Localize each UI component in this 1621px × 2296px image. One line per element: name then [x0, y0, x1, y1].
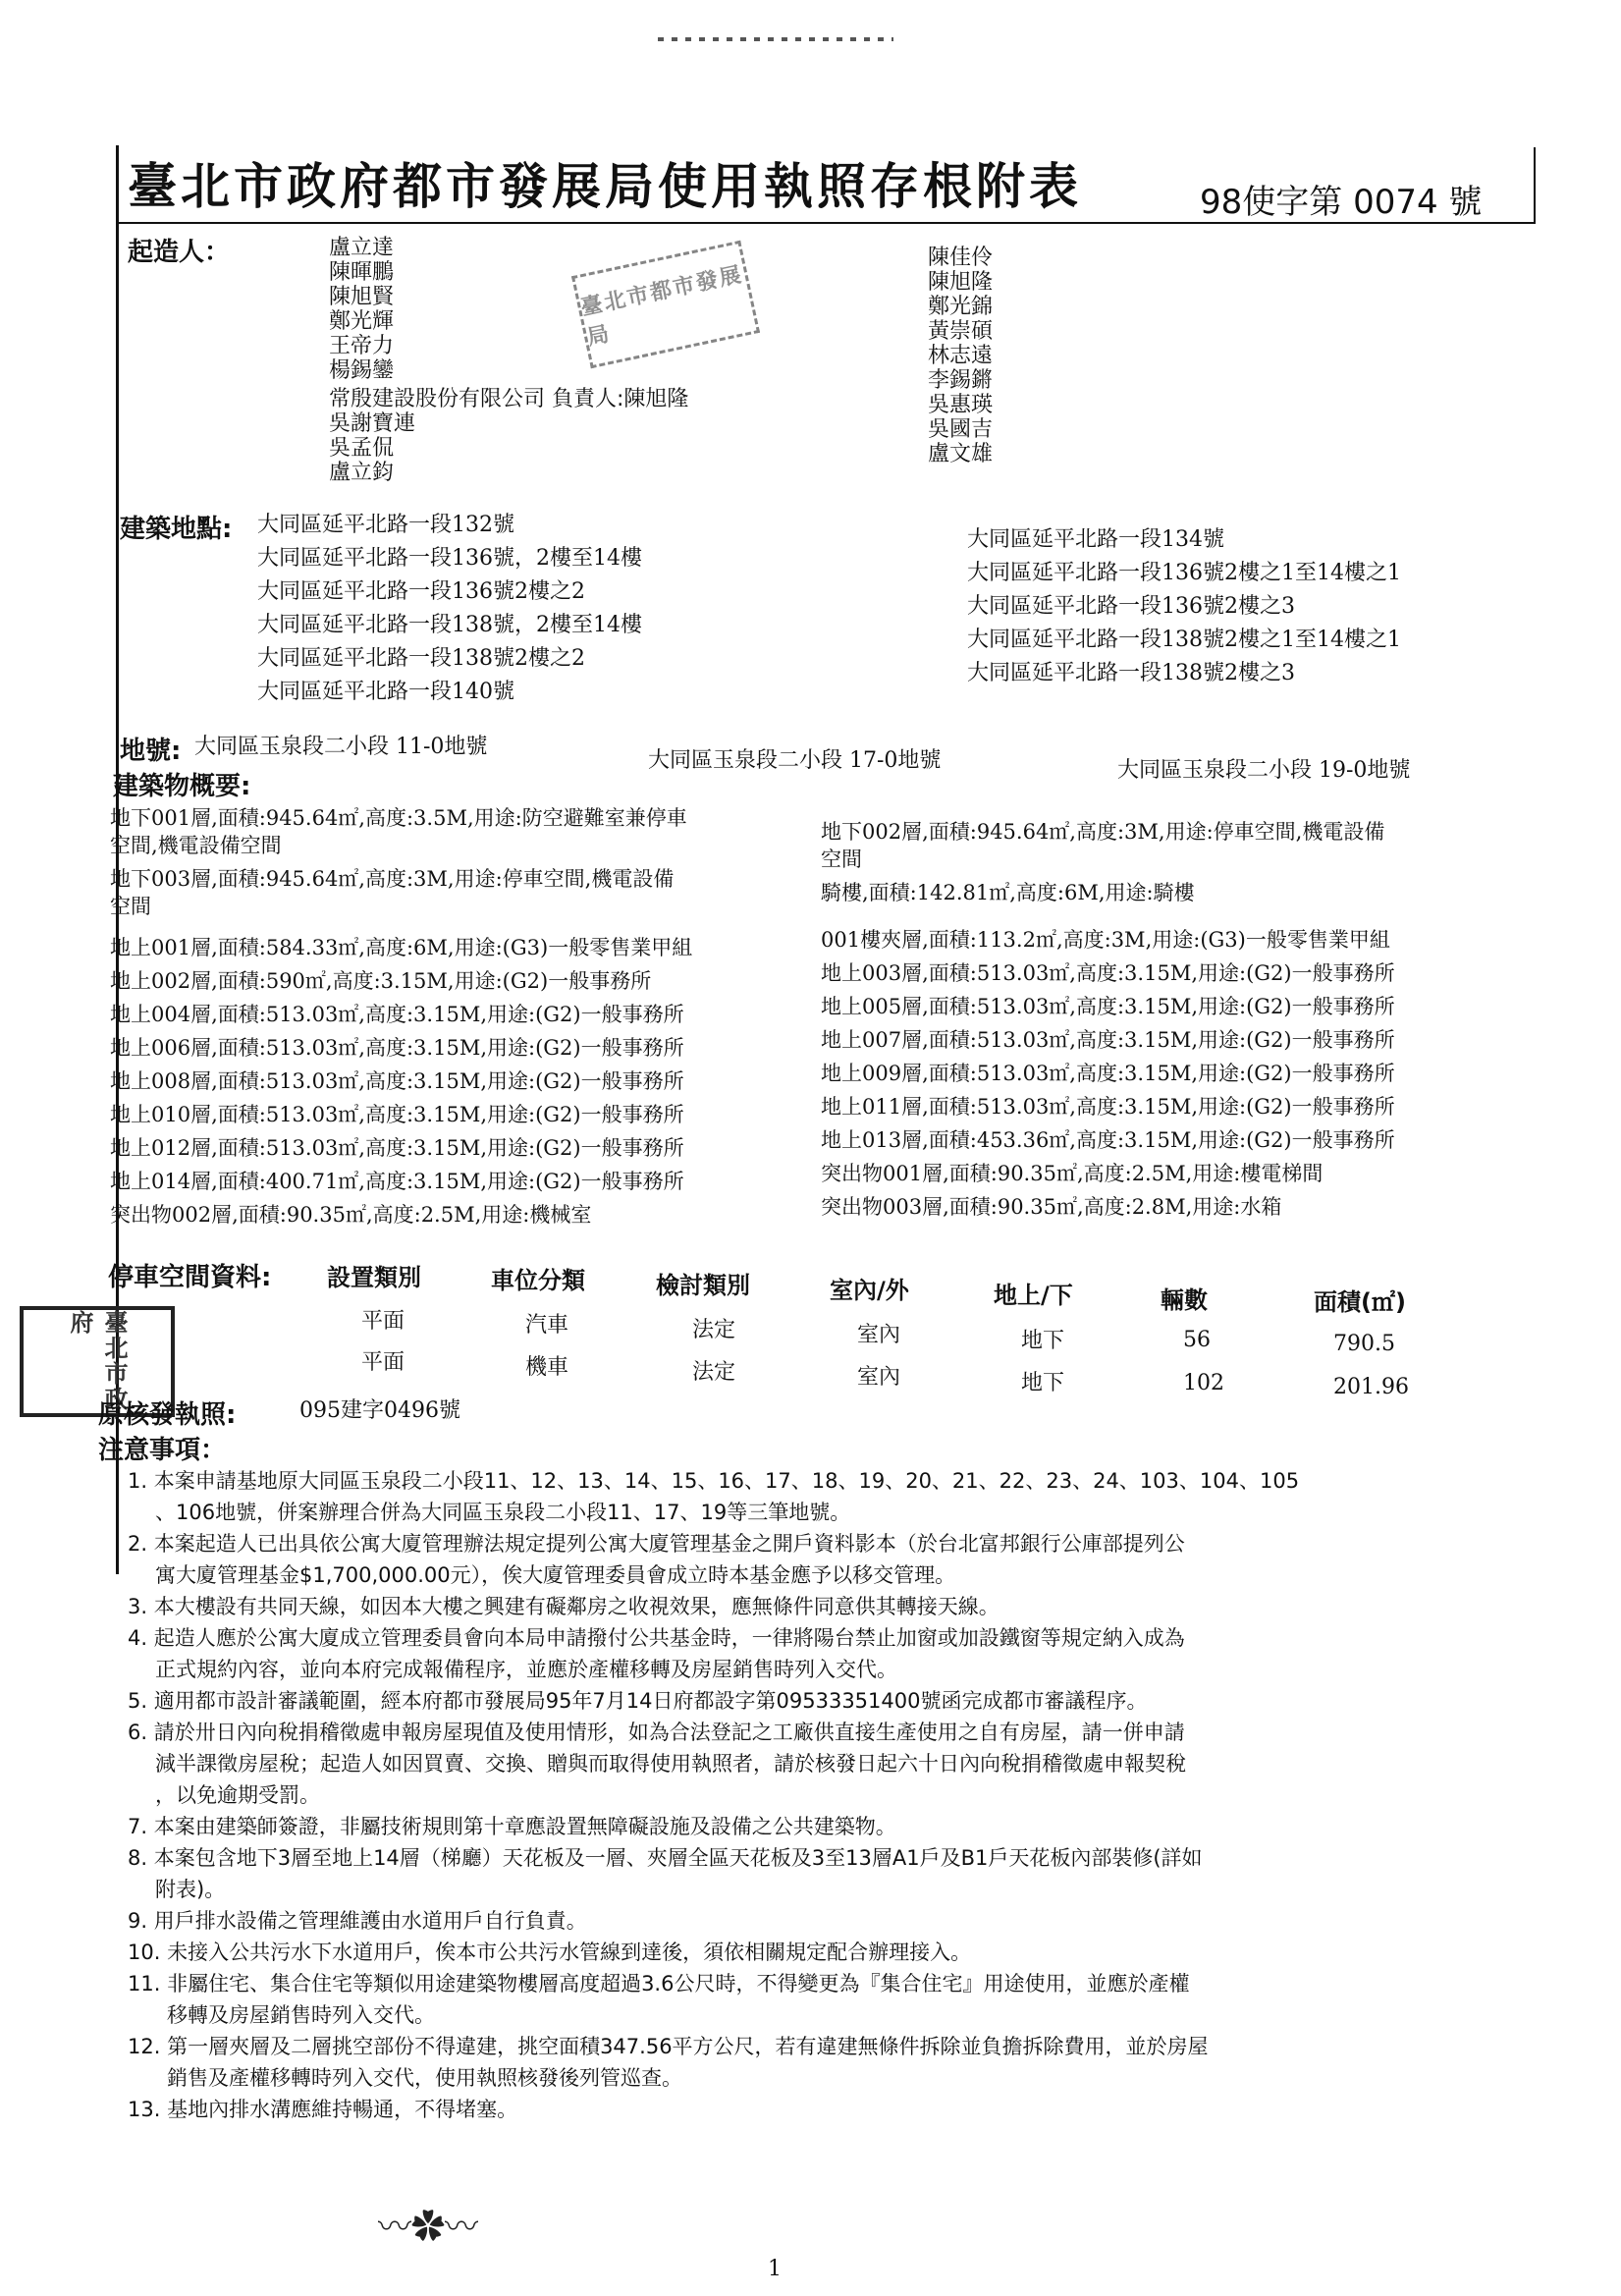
builder-name: 鄭光錦 [928, 295, 994, 319]
note-line: 8. 本案包含地下3層至地上14層（梯廳）天花板及一層、夾層全區天花板及3至13層A1戶及B1戶天花板內部裝修(詳如 [128, 1846, 1203, 1870]
notes-label: 注意事項： [98, 1436, 227, 1465]
parking-label: 停車空間資料: [108, 1263, 272, 1292]
builder-name: 盧文雄 [928, 442, 994, 466]
parking-header: 輛數 [1161, 1286, 1208, 1314]
site-address: 大同區延平北路一段134號 [967, 527, 1224, 552]
site-address: 大同區延平北路一段138號，2樓至14樓 [257, 613, 642, 637]
floor-entry: 地上004層,面積:513.03㎡,高度:3.15M,用途:(G2)一般事務所 [110, 1003, 684, 1026]
parking-cell: 平面 [361, 1309, 405, 1334]
site-right-list [967, 523, 1401, 690]
parking-header: 車位分類 [491, 1267, 585, 1294]
note-line: 13. 基地內排水溝應維持暢通，不得堵塞。 [128, 2098, 518, 2121]
right-margin-rule [1534, 147, 1536, 224]
note-line: 11. 非屬住宅、集合住宅等類似用途建築物樓層高度超過3.6公尺時，不得變更為『集合住宅』用途使用，並應於產權 [128, 1972, 1190, 1995]
lot-label: 地號: [120, 737, 182, 766]
notes-list [128, 1465, 1299, 2125]
builder-name: 陳暉鵬 [329, 260, 395, 285]
floor-entry: 001樓夾層,面積:113.2㎡,高度:3M,用途:(G3)一般零售業甲組 [821, 928, 1390, 952]
note-line: 5. 適用都市設計審議範圍，經本府都市發展局95年7月14日府都設字第09533351400號函完成都市審議程序。 [128, 1689, 1148, 1713]
lot-number: 大同區玉泉段二小段 19-0地號 [1117, 758, 1411, 783]
original-permit-number: 095建字0496號 [299, 1398, 460, 1423]
ornament-icon: 〰✿〰 [378, 2208, 478, 2247]
builder-name: 王帝力 [329, 334, 395, 358]
builder-name: 陳旭賢 [329, 285, 395, 309]
floor-entry: 地上001層,面積:584.33㎡,高度:6M,用途:(G3)一般零售業甲組 [110, 936, 693, 959]
builder-name: 盧立鈞 [329, 461, 395, 485]
floor-entry: 地上002層,面積:590㎡,高度:3.15M,用途:(G2)一般事務所 [110, 969, 652, 993]
building-label: 建築物概要: [113, 772, 251, 801]
parking-cell: 102 [1183, 1371, 1224, 1395]
floor-entry: 地下002層,面積:945.64㎡,高度:3M,用途:停車空間,機電設備 [821, 820, 1385, 844]
scan-noise [658, 37, 893, 41]
building-left-list [110, 801, 692, 1231]
floor-entry: 空間,機電設備空間 [110, 834, 282, 857]
site-address: 大同區延平北路一段138號2樓之2 [257, 646, 585, 671]
floor-entry: 地上005層,面積:513.03㎡,高度:3.15M,用途:(G2)一般事務所 [821, 995, 1395, 1018]
site-address: 大同區延平北路一段136號，2樓至14樓 [257, 546, 642, 571]
page-number: 1 [768, 2257, 782, 2281]
page-title: 臺北市政府都市發展局使用執照存根附表 [128, 158, 1082, 215]
parking-header: 檢討類別 [656, 1272, 750, 1299]
builder-name: 黃崇碩 [928, 319, 994, 344]
site-address: 大同區延平北路一段138號2樓之1至14樓之1 [967, 628, 1401, 652]
building-right-list [821, 815, 1395, 1224]
site-address: 大同區延平北路一段140號 [257, 680, 514, 704]
parking-header: 設置類別 [327, 1264, 421, 1291]
floor-entry: 地上007層,面積:513.03㎡,高度:3.15M,用途:(G2)一般事務所 [821, 1028, 1395, 1052]
note-line: 10. 未接入公共污水下水道用戶，俟本市公共污水管線到達後，須依相關規定配合辦理接入。 [128, 1941, 972, 1964]
builder-name: 吳孟侃 [329, 436, 395, 461]
builder-name: 林志遠 [928, 344, 994, 368]
parking-cell: 法定 [692, 1318, 736, 1342]
note-line: 4. 起造人應於公寓大廈成立管理委員會向本局申請撥付公共基金時，一律將陽台禁止加窗或加設鐵窗等規定納入成為 [128, 1626, 1185, 1650]
note-line: 9. 用戶排水設備之管理維護由水道用戶自行負責。 [128, 1909, 587, 1933]
note-line: 移轉及房屋銷售時列入交代。 [167, 2003, 435, 2027]
note-line: 減半課徵房屋稅；起造人如因買賣、交換、贈與而取得使用執照者，請於核發日起六十日內向稅捐稽徵處申報契稅 [155, 1752, 1186, 1776]
parking-cell: 機車 [525, 1355, 569, 1380]
note-line: 寓大廈管理基金$1,700,000.00元），俟大廈管理委員會成立時本基金應予以移交管理。 [155, 1563, 956, 1587]
parking-cell: 56 [1183, 1328, 1211, 1352]
site-left-list [257, 542, 642, 709]
parking-cell: 790.5 [1333, 1332, 1395, 1356]
parking-cell: 汽車 [525, 1313, 569, 1338]
note-line: ，以免逾期受罰。 [155, 1783, 320, 1807]
floor-entry: 地上009層,面積:513.03㎡,高度:3.15M,用途:(G2)一般事務所 [821, 1062, 1395, 1085]
floor-entry: 地上008層,面積:513.03㎡,高度:3.15M,用途:(G2)一般事務所 [110, 1069, 684, 1093]
parking-header: 面積(㎡) [1314, 1288, 1406, 1316]
parking-cell: 地下 [1021, 1371, 1065, 1395]
seal-text: 臺北市政府 [66, 1310, 128, 1412]
builder-name: 常殷建設股份有限公司 負責人:陳旭隆 [329, 387, 689, 411]
builder-name: 陳佳伶 [928, 246, 994, 270]
builders-label: 起造人： [128, 238, 231, 267]
note-line: 銷售及產權移轉時列入交代，使用執照核發後列管巡查。 [167, 2066, 682, 2090]
parking-cell: 地下 [1021, 1329, 1065, 1353]
note-line: 12. 第一層夾層及二層挑空部份不得違建，挑空面積347.56平方公尺，若有違建無條件拆除並負擔拆除費用，並於房屋 [128, 2035, 1209, 2058]
floor-entry: 突出物002層,面積:90.35㎡,高度:2.5M,用途:機械室 [110, 1203, 592, 1227]
floor-entry: 突出物003層,面積:90.35㎡,高度:2.8M,用途:水箱 [821, 1195, 1282, 1219]
parking-cell: 201.96 [1333, 1375, 1409, 1399]
site-address: 大同區延平北路一段132號 [257, 513, 514, 537]
floor-entry: 地上011層,面積:513.03㎡,高度:3.15M,用途:(G2)一般事務所 [821, 1095, 1395, 1119]
note-line: 1. 本案申請基地原大同區玉泉段二小段11、12、13、14、15、16、17、18、19、20、21、22、23、24、103、104、105 [128, 1469, 1300, 1493]
floor-entry: 空間 [110, 895, 151, 918]
builders-right-list [928, 246, 993, 466]
parking-cell: 法定 [692, 1360, 736, 1385]
site-label: 建築地點: [120, 515, 233, 544]
floor-entry: 地上006層,面積:513.03㎡,高度:3.15M,用途:(G2)一般事務所 [110, 1036, 684, 1060]
builders-left-list [329, 236, 688, 485]
note-line: 6. 請於卅日內向稅捐稽徵處申報房屋現值及使用情形，如為合法登記之工廠供直接生產使用之自有房屋，請一併申請 [128, 1721, 1185, 1744]
floor-entry: 騎樓,面積:142.81㎡,高度:6M,用途:騎樓 [821, 881, 1195, 904]
builder-name: 吳謝寶連 [329, 411, 416, 436]
builder-name: 陳旭隆 [928, 270, 994, 295]
parking-cell: 室內 [857, 1365, 901, 1390]
note-line: 7. 本案由建築師簽證，非屬技術規則第十章應設置無障礙設施及設備之公共建築物。 [128, 1815, 896, 1838]
note-line: 正式規約內容，並向本府完成報備程序，並應於產權移轉及房屋銷售時列入交代。 [155, 1658, 897, 1681]
parking-cell: 平面 [361, 1350, 405, 1375]
site-address: 大同區延平北路一段138號2樓之3 [967, 661, 1295, 685]
parking-header: 室內/外 [830, 1277, 909, 1304]
note-line: 3. 本大樓設有共同天線，如因本大樓之興建有礙鄰房之收視效果，應無條件同意供其轉接天線。 [128, 1595, 1000, 1618]
floor-entry: 地上014層,面積:400.71㎡,高度:3.15M,用途:(G2)一般事務所 [110, 1170, 684, 1193]
site-address: 大同區延平北路一段136號2樓之1至14樓之1 [967, 561, 1401, 585]
original-permit-label: 原核發執照: [98, 1400, 237, 1430]
parking-header: 地上/下 [994, 1282, 1073, 1309]
builder-name: 李錫鏘 [928, 368, 994, 393]
builder-name: 盧立達 [329, 236, 395, 260]
note-line: 、106地號，併案辦理合併為大同區玉泉段二小段11、17、19等三筆地號。 [155, 1501, 851, 1524]
parking-cell: 室內 [857, 1323, 901, 1347]
builder-name: 吳國吉 [928, 417, 994, 442]
lot-number: 大同區玉泉段二小段 17-0地號 [648, 748, 942, 773]
floor-entry: 地上010層,面積:513.03㎡,高度:3.15M,用途:(G2)一般事務所 [110, 1103, 684, 1126]
floor-entry: 地下003層,面積:945.64㎡,高度:3M,用途:停車空間,機電設備 [110, 867, 675, 891]
lot-number: 大同區玉泉段二小段 11-0地號 [194, 735, 488, 759]
floor-entry: 地上013層,面積:453.36㎡,高度:3.15M,用途:(G2)一般事務所 [821, 1128, 1395, 1152]
floor-entry: 地下001層,面積:945.64㎡,高度:3.5M,用途:防空避難室兼停車 [110, 806, 687, 830]
builder-name: 吳惠瑛 [928, 393, 994, 417]
note-line: 2. 本案起造人已出具依公寓大廈管理辦法規定提列公寓大廈管理基金之開戶資料影本（於台北富邦銀行公庫部提列公 [128, 1532, 1185, 1556]
site-address: 大同區延平北路一段136號2樓之3 [967, 594, 1295, 619]
document-number: 98使字第 0074 號 [1200, 183, 1483, 222]
seal-text: 臺北市都市發展局 [578, 262, 745, 352]
note-line: 附表)。 [155, 1878, 226, 1901]
floor-entry: 地上003層,面積:513.03㎡,高度:3.15M,用途:(G2)一般事務所 [821, 961, 1395, 985]
site-address: 大同區延平北路一段136號2樓之2 [257, 579, 585, 604]
builder-name: 鄭光輝 [329, 309, 395, 334]
builder-name: 楊錫鑾 [329, 358, 395, 383]
floor-entry: 突出物001層,面積:90.35㎡,高度:2.5M,用途:樓電梯間 [821, 1162, 1324, 1185]
floor-entry: 空間 [821, 847, 862, 871]
floor-entry: 地上012層,面積:513.03㎡,高度:3.15M,用途:(G2)一般事務所 [110, 1136, 684, 1160]
